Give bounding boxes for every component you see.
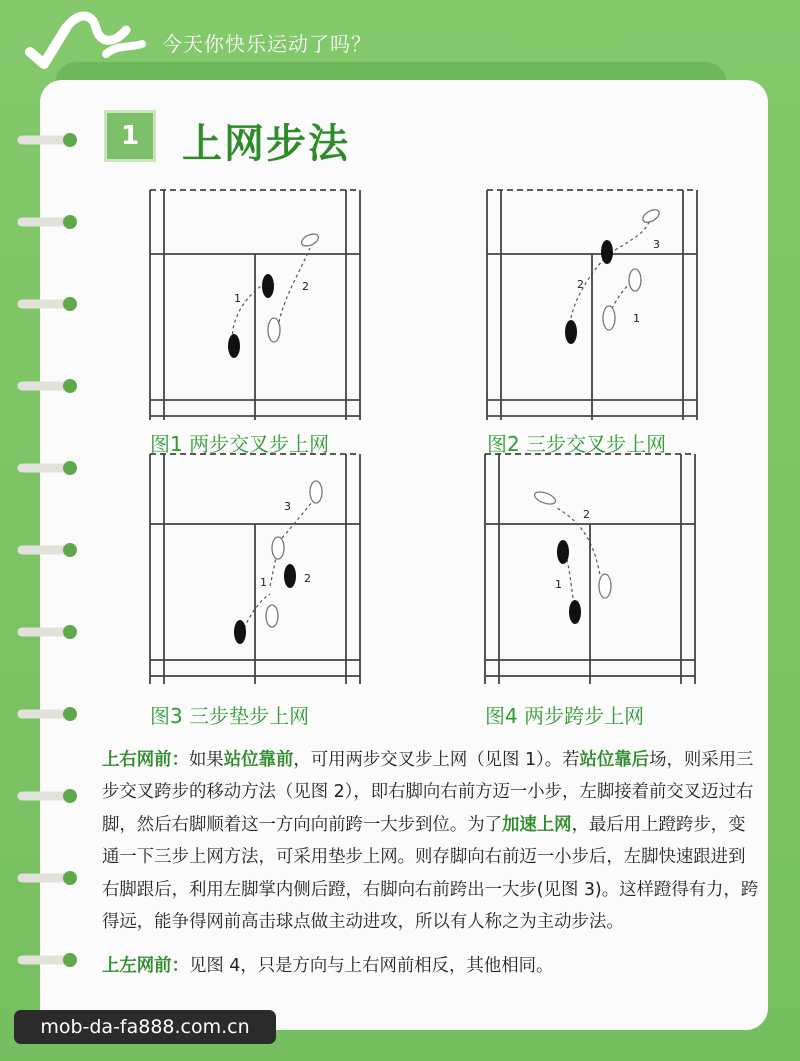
section-number-badge: 1 [104, 110, 156, 162]
figure-3-court [148, 452, 362, 686]
figure-4-step-label: 1 [555, 578, 562, 591]
paragraph-text: ，最后用上蹬跨步，变通一下三步上网方法，可采用垫步上网。则存脚向右前迈一小步后，左脚快速跟进到右脚跟后，利用左脚掌内侧后蹬，右脚向右前跨出一大步(见图 3)。这样蹬得有力，跨得远，能争得网前高击球点做主动进攻，所以有人称之为主动步法。 [102, 814, 759, 933]
figure-1-step-label: 2 [302, 280, 309, 293]
figure-2-step-label: 1 [633, 312, 640, 325]
paragraph-left-net [102, 950, 762, 982]
section-title: 上网步法 [182, 121, 350, 167]
paragraph-right-net [102, 744, 762, 938]
paragraph-text: 场，则采用三步交叉跨步的移动方法（见图 2），即右脚向右前方迈一小步，左脚接着前交叉迈过右脚，然后右脚顺着这一方向向前跨一大步到位。为了 [102, 750, 754, 835]
figure-2-step-label: 2 [577, 278, 584, 291]
figure-2-step-label: 3 [653, 238, 660, 251]
heading-right-net: 上右网前： [102, 750, 189, 770]
highlight-text: 加速上网 [502, 814, 572, 835]
figure-4-step-label: 2 [583, 508, 590, 521]
figure-3-step-label: 3 [284, 500, 291, 513]
figure-3-caption: 图3 三步垫步上网 [150, 704, 310, 728]
heading-left-net: 上左网前： [102, 956, 189, 977]
paragraph-text: 如果 [188, 750, 224, 770]
watermark: mob-da-fa888.com.cn [14, 1010, 276, 1044]
header-slogan: 今天你快乐运动了吗？ [162, 32, 372, 56]
figure-2-caption: 图2 三步交叉步上网 [487, 432, 667, 456]
figure-3-step-label: 2 [304, 572, 311, 585]
paragraph-text: 见图 4，只是方向与上右网前相反，其他相同。 [188, 956, 554, 977]
body-text [102, 744, 762, 983]
highlight-text: 站位靠前 [223, 750, 294, 770]
highlight-text: 站位靠后 [579, 750, 650, 770]
figure-1-court [148, 188, 362, 422]
figure-1-step-label: 1 [234, 292, 241, 305]
figure-4-caption: 图4 两步跨步上网 [485, 704, 645, 728]
figure-2-court [485, 188, 699, 422]
paragraph-text: ，可用两步交叉步上网（见图 1）。若 [293, 750, 580, 770]
figure-3-step-label: 1 [260, 576, 267, 589]
binder-rings [0, 0, 90, 1061]
figure-4-court [483, 452, 697, 686]
figure-1-caption: 图1 两步交叉步上网 [150, 432, 330, 456]
